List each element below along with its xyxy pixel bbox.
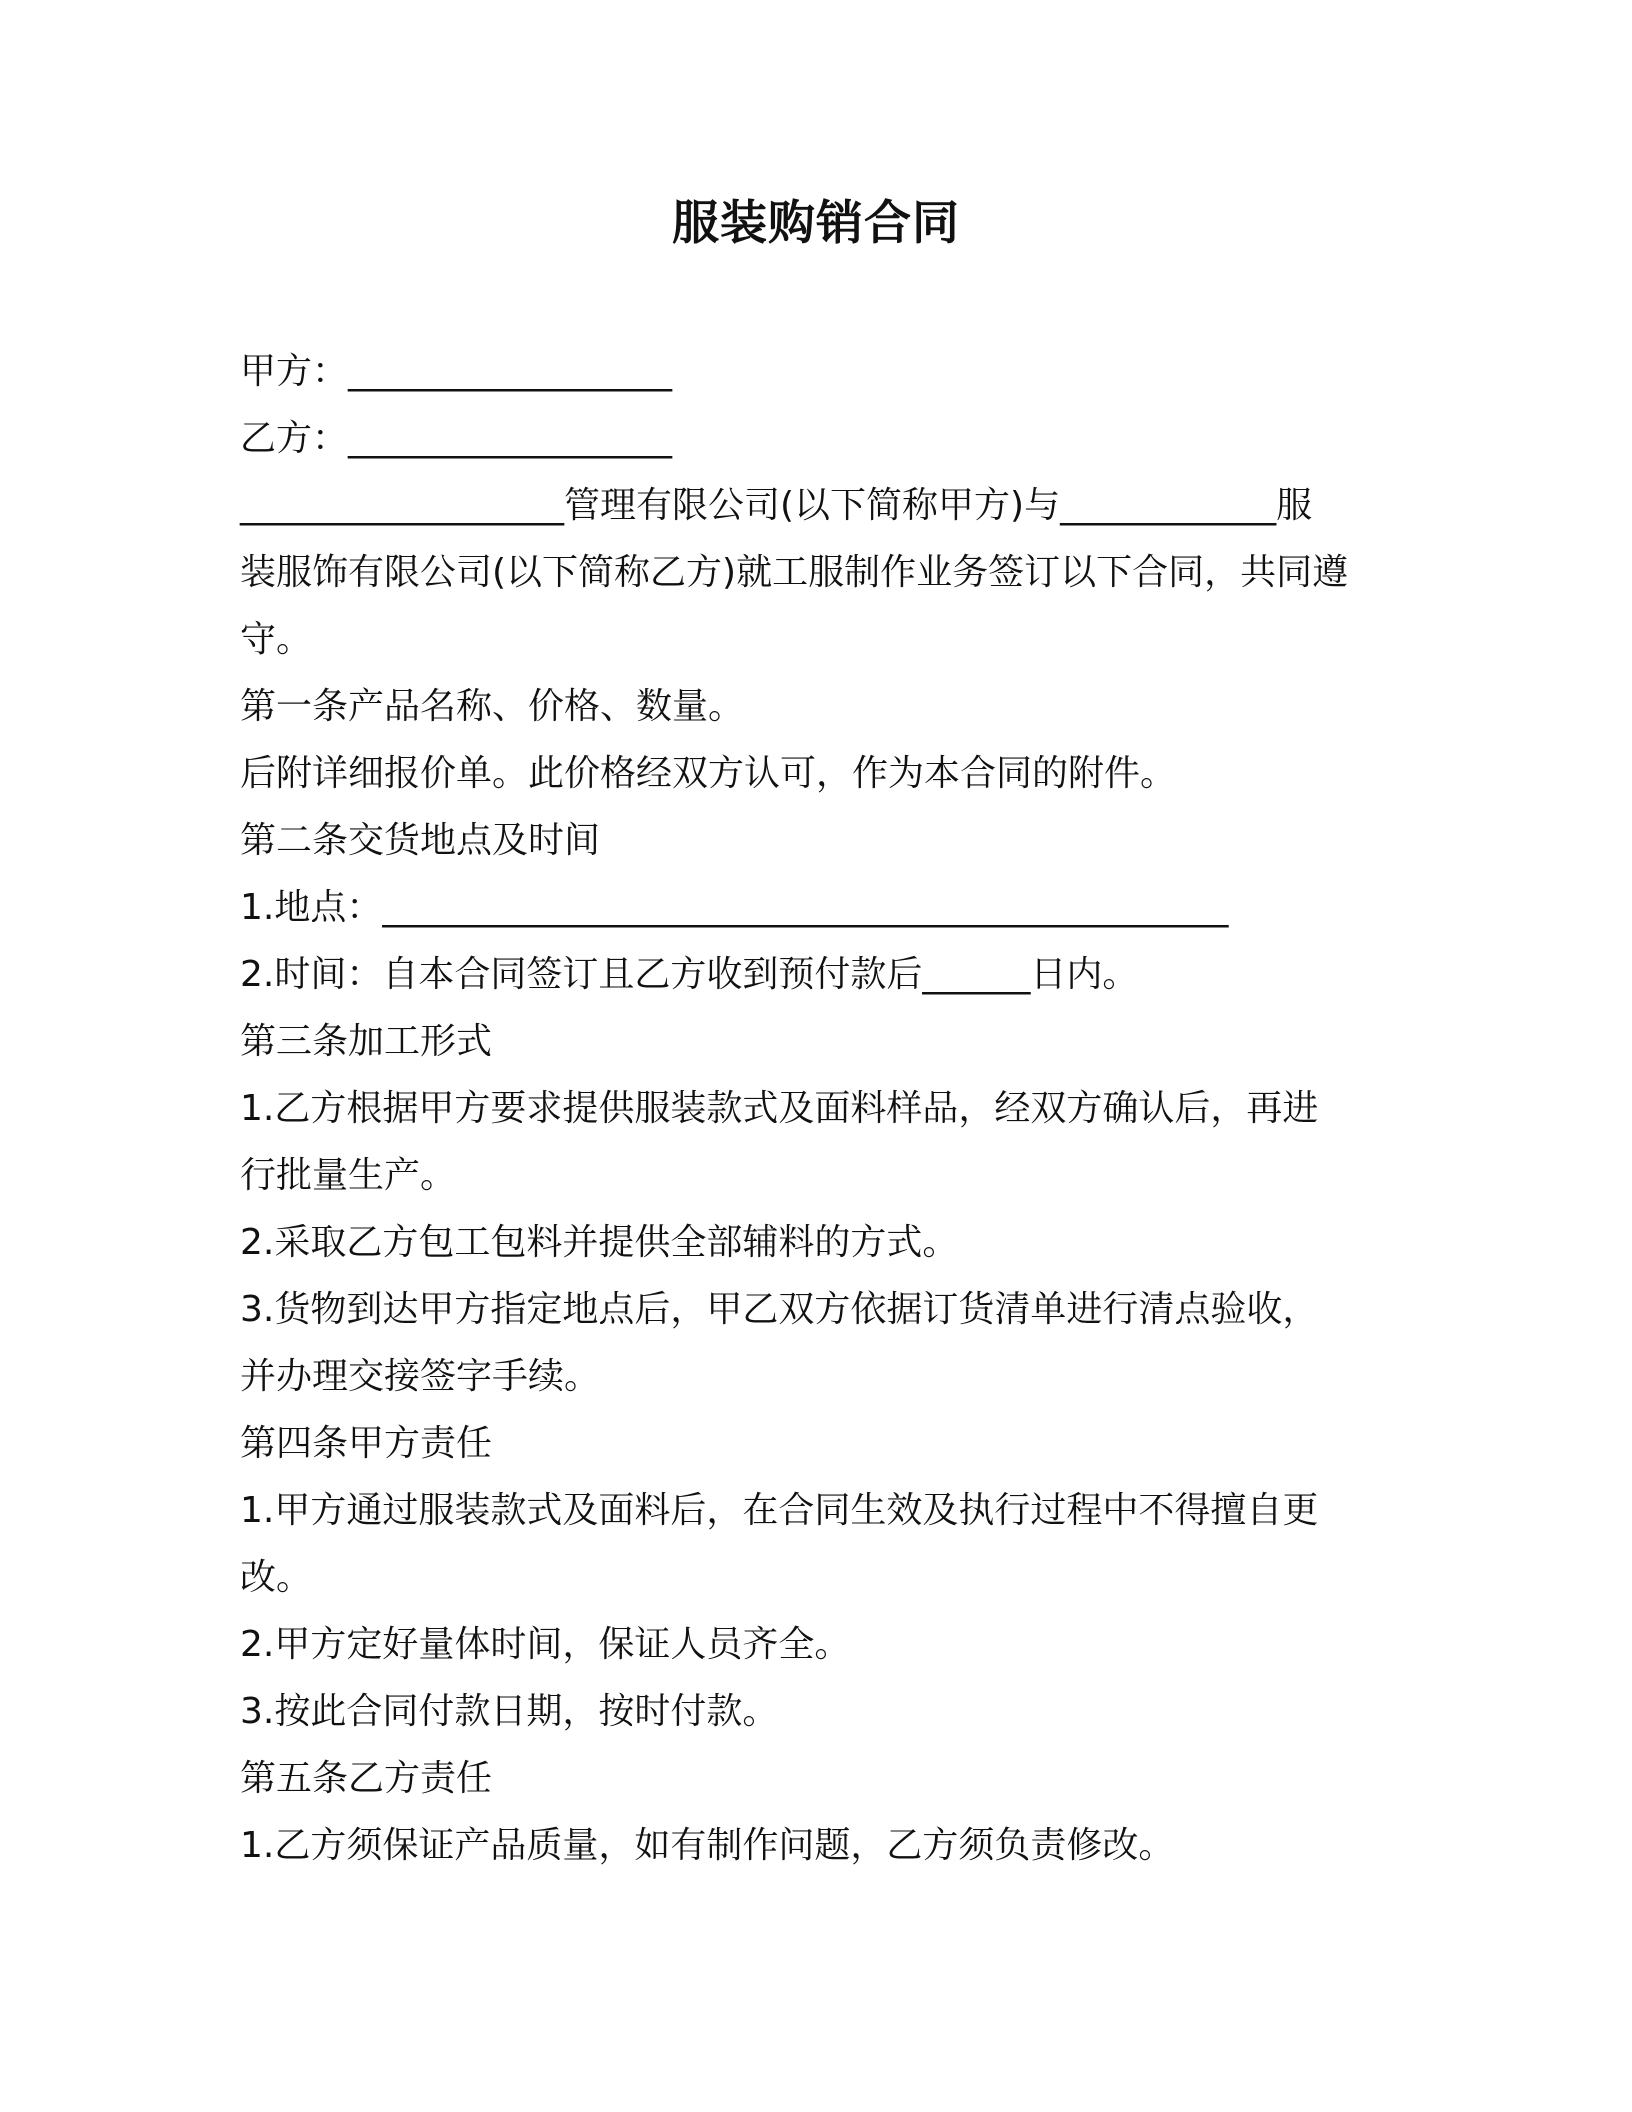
article-1-heading: 第一条产品名称、价格、数量。 [240, 686, 745, 727]
preamble-line-3: 守。 [240, 619, 313, 660]
article-3-item-3-line-2: 并办理交接签字手续。 [240, 1356, 601, 1397]
article-4-item-1-line-2: 改。 [240, 1557, 313, 1598]
article-5-heading: 第五条乙方责任 [240, 1758, 493, 1799]
article-2-item-1: 1.地点：_______________________________________________ [240, 887, 1229, 928]
party-b-line: 乙方：__________________ [240, 418, 673, 459]
article-3-item-1-line-1: 1.乙方根据甲方要求提供服装款式及面料样品，经双方确认后，再进 [240, 1088, 1319, 1129]
document-title: 服装购销合同 [672, 196, 960, 251]
article-4-item-3: 3.按此合同付款日期，按时付款。 [240, 1691, 779, 1732]
article-2-item-2: 2.时间：自本合同签订且乙方收到预付款后______日内。 [240, 954, 1139, 995]
preamble-line-2: 装服饰有限公司(以下简称乙方)就工服制作业务签订以下合同，共同遵 [240, 552, 1349, 593]
article-3-item-3-line-1: 3.货物到达甲方指定地点后，甲乙双方依据订货清单进行清点验收， [240, 1289, 1319, 1330]
article-3-heading: 第三条加工形式 [240, 1021, 493, 1062]
article-4-heading: 第四条甲方责任 [240, 1423, 493, 1464]
article-5-item-1: 1.乙方须保证产品质量，如有制作问题，乙方须负责修改。 [240, 1825, 1175, 1866]
article-2-heading: 第二条交货地点及时间 [240, 820, 601, 861]
party-a-line: 甲方：__________________ [240, 351, 673, 392]
article-3-item-1-line-2: 行批量生产。 [240, 1155, 457, 1196]
article-4-item-1-line-1: 1.甲方通过服装款式及面料后，在合同生效及执行过程中不得擅自更 [240, 1490, 1319, 1531]
article-3-item-2: 2.采取乙方包工包料并提供全部辅料的方式。 [240, 1222, 959, 1263]
article-1-text: 后附详细报价单。此价格经双方认可，作为本合同的附件。 [240, 753, 1177, 794]
article-4-item-2: 2.甲方定好量体时间，保证人员齐全。 [240, 1624, 851, 1665]
preamble-line-1: __________________管理有限公司(以下简称甲方)与____________服 [240, 485, 1313, 526]
document-body [240, 338, 1390, 1879]
